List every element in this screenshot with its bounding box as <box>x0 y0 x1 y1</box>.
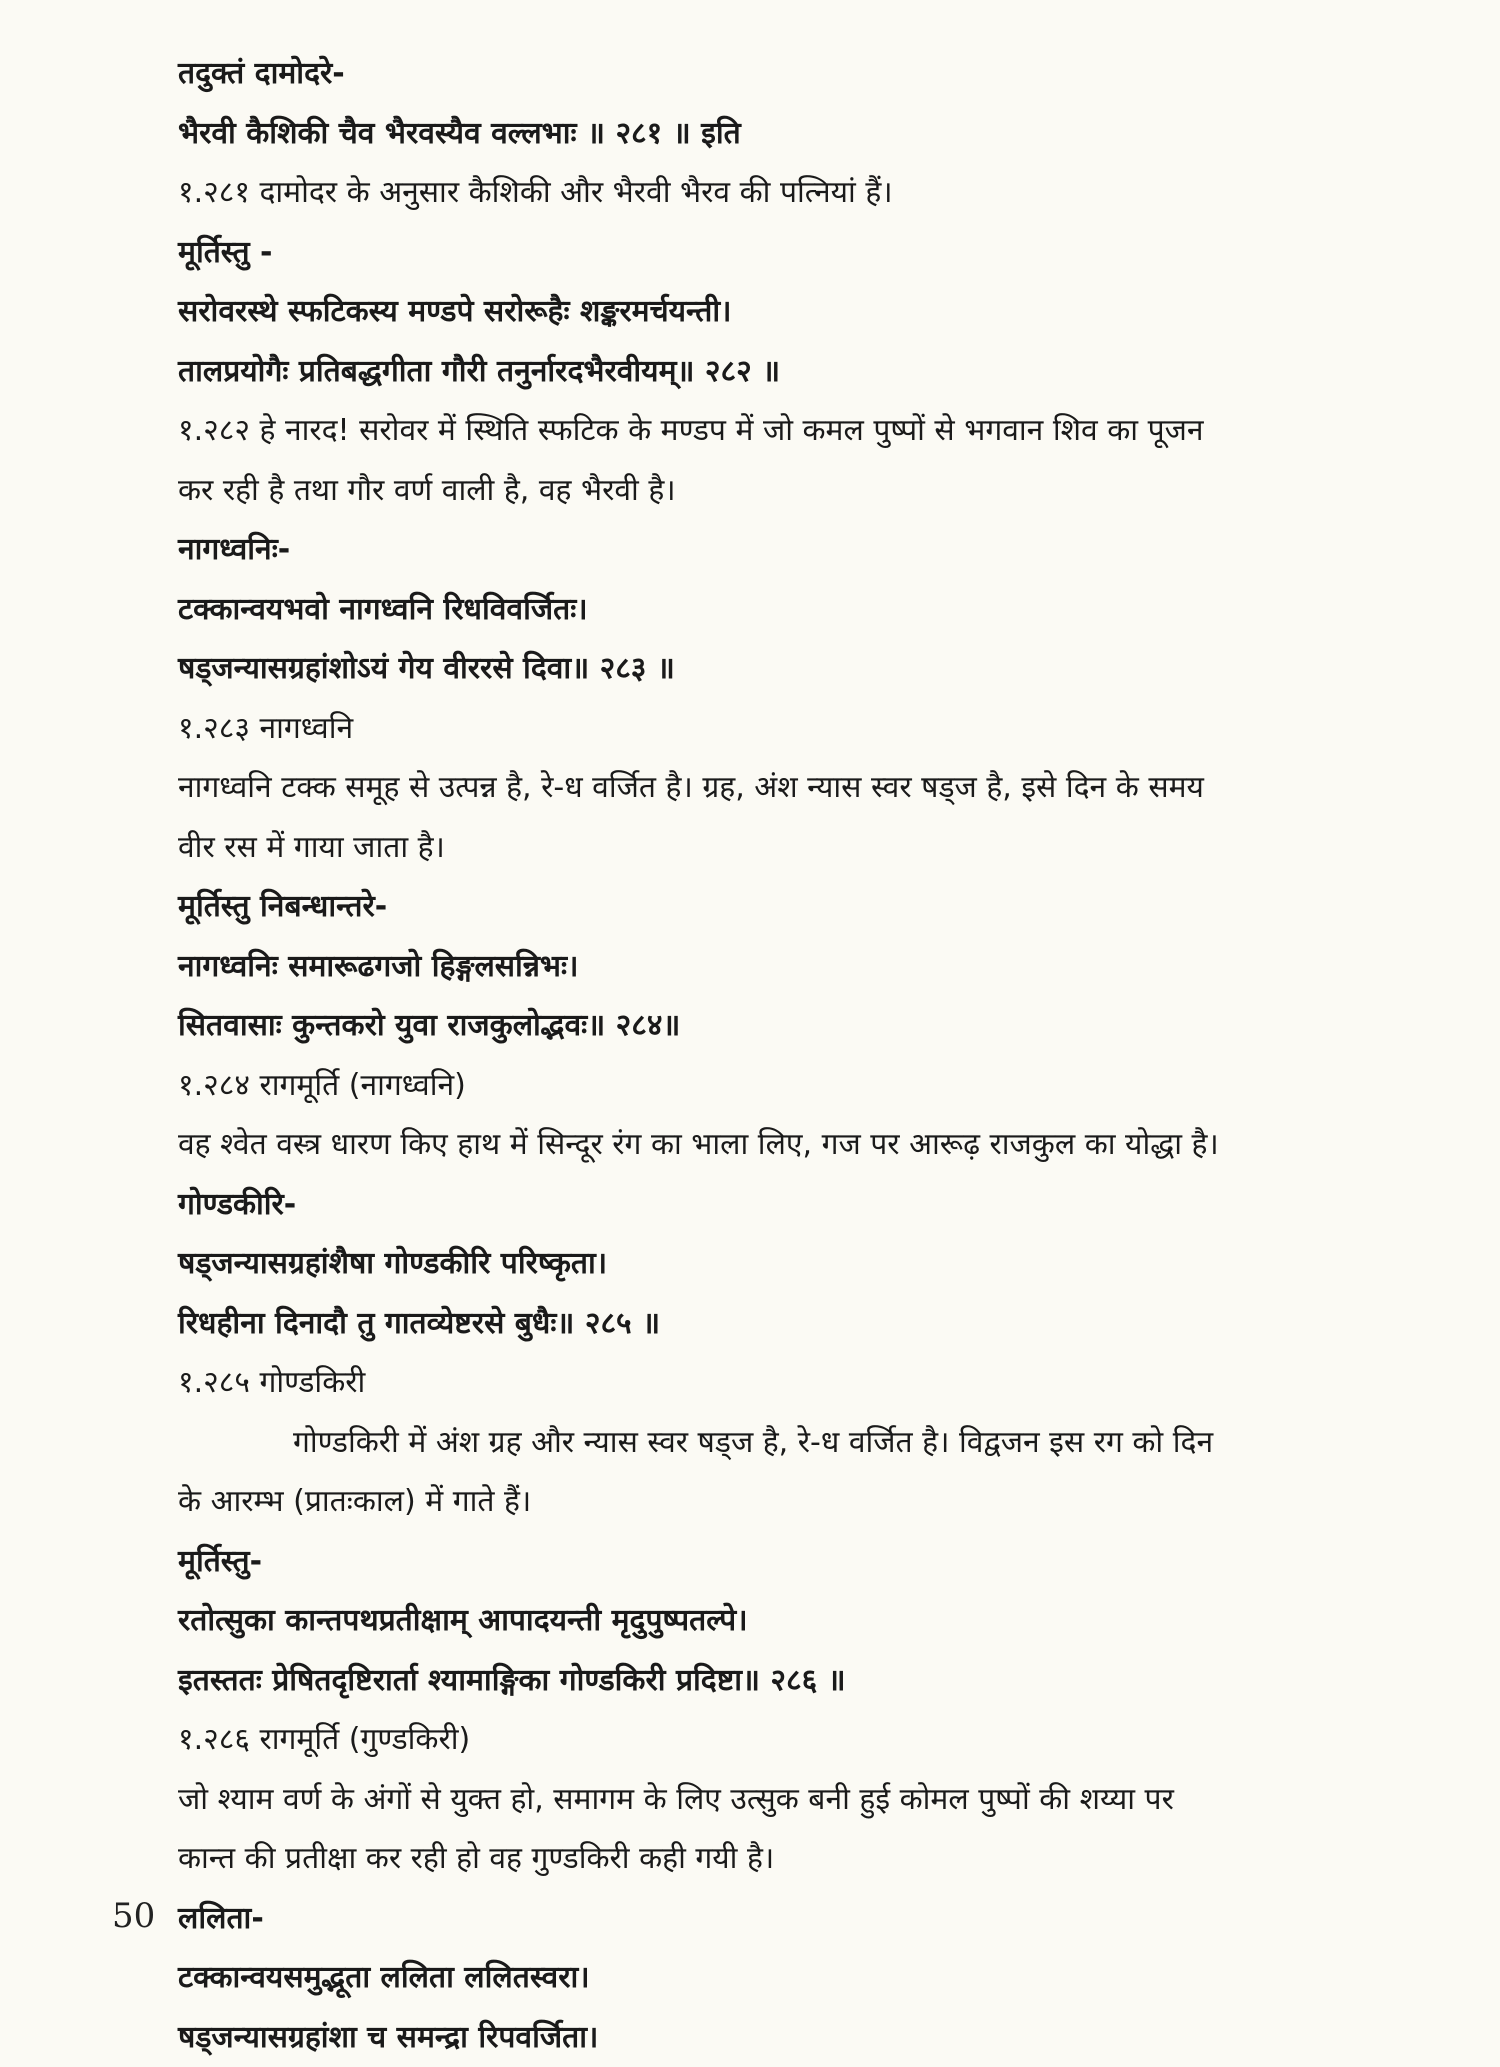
section-heading: मूर्तिस्तु- <box>178 1532 1418 1592</box>
sanskrit-verse-line: तालप्रयोगैः प्रतिबद्धगीता गौरी तनुर्नारदभैरवीयम्॥ २८२ ॥ <box>178 342 1418 402</box>
document-body <box>178 44 1418 2067</box>
translation-line: १.२८२ हे नारद! सरोवर में स्थिति स्फटिक के मण्डप में जो कमल पुष्पों से भगवान शिव का पूजन <box>178 401 1418 461</box>
section-heading: मूर्तिस्तु - <box>178 223 1418 283</box>
section-heading: गोण्डकीरि- <box>178 1175 1418 1235</box>
section-heading: तदुक्तं दामोदरे- <box>178 44 1418 104</box>
translation-line: वीर रस में गाया जाता है। <box>178 818 1418 878</box>
page-number: 50 <box>112 1896 155 1936</box>
translation-line: १.२८३ नागध्वनि <box>178 699 1418 759</box>
translation-line: कान्त की प्रतीक्षा कर रही हो वह गुण्डकिरी कही गयी है। <box>178 1829 1418 1889</box>
sanskrit-verse-line: षड्जन्यासग्रहांशैषा गोण्डकीरि परिष्कृता। <box>178 1234 1418 1294</box>
sanskrit-verse-line: नागध्वनिः समारूढगजो हिङ्गलसन्निभः। <box>178 937 1418 997</box>
sanskrit-verse-line: रिधहीना दिनादौ तु गातव्येष्टरसे बुधैः॥ २८५ ॥ <box>178 1294 1418 1354</box>
sanskrit-verse-line: षड्जन्यासग्रहांशा च समन्द्रा रिपवर्जिता। <box>178 2008 1418 2067</box>
translation-line: नागध्वनि टक्क समूह से उत्पन्न है, रे-ध वर्जित है। ग्रह, अंश न्यास स्वर षड्ज है, इसे दिन के समय <box>178 758 1418 818</box>
translation-line: गोण्डकिरी में अंश ग्रह और न्यास स्वर षड्ज है, रे-ध वर्जित है। विद्वजन इस रग को दिन <box>178 1413 1418 1473</box>
sanskrit-verse-line: षड्जन्यासग्रहांशोऽयं गेय वीररसे दिवा॥ २८३ ॥ <box>178 639 1418 699</box>
sanskrit-verse-line: रतोत्सुका कान्तपथप्रतीक्षाम् आपादयन्ती मृदुपुष्पतल्पे। <box>178 1591 1418 1651</box>
translation-line: १.२८४ रागमूर्ति (नागध्वनि) <box>178 1056 1418 1116</box>
translation-line: १.२८५ गोण्डकिरी <box>178 1353 1418 1413</box>
translation-line: के आरम्भ (प्रातःकाल) में गाते हैं। <box>178 1472 1418 1532</box>
translation-line: जो श्याम वर्ण के अंगों से युक्त हो, समागम के लिए उत्सुक बनी हुई कोमल पुष्पों की शय्या पर <box>178 1770 1418 1830</box>
translation-line: १.२८१ दामोदर के अनुसार कैशिकी और भैरवी भैरव की पत्नियां हैं। <box>178 163 1418 223</box>
section-heading: ललिता- <box>178 1889 1418 1949</box>
section-heading: नागध्वनिः- <box>178 520 1418 580</box>
translation-line: वह श्वेत वस्त्र धारण किए हाथ में सिन्दूर रंग का भाला लिए, गज पर आरूढ़ राजकुल का योद्धा है। <box>178 1115 1418 1175</box>
section-heading: मूर्तिस्तु निबन्धान्तरे- <box>178 877 1418 937</box>
sanskrit-verse-line: भैरवी कैशिकी चैव भैरवस्यैव वल्लभाः ॥ २८१ ॥ इति <box>178 104 1418 164</box>
translation-line: १.२८६ रागमूर्ति (गुण्डकिरी) <box>178 1710 1418 1770</box>
sanskrit-verse-line: सितवासाः कुन्तकरो युवा राजकुलोद्भवः॥ २८४॥ <box>178 996 1418 1056</box>
sanskrit-verse-line: सरोवरस्थे स्फटिकस्य मण्डपे सरोरूहैः शङ्करमर्चयन्ती। <box>178 282 1418 342</box>
translation-line: कर रही है तथा गौर वर्ण वाली है, वह भैरवी है। <box>178 461 1418 521</box>
sanskrit-verse-line: टक्कान्वयभवो नागध्वनि रिधविवर्जितः। <box>178 580 1418 640</box>
sanskrit-verse-line: टक्कान्वयसमुद्भूता ललिता ललितस्वरा। <box>178 1948 1418 2008</box>
sanskrit-verse-line: इतस्ततः प्रेषितदृष्टिरार्ता श्यामाङ्गिका गोण्डकिरी प्रदिष्टा॥ २८६ ॥ <box>178 1651 1418 1711</box>
